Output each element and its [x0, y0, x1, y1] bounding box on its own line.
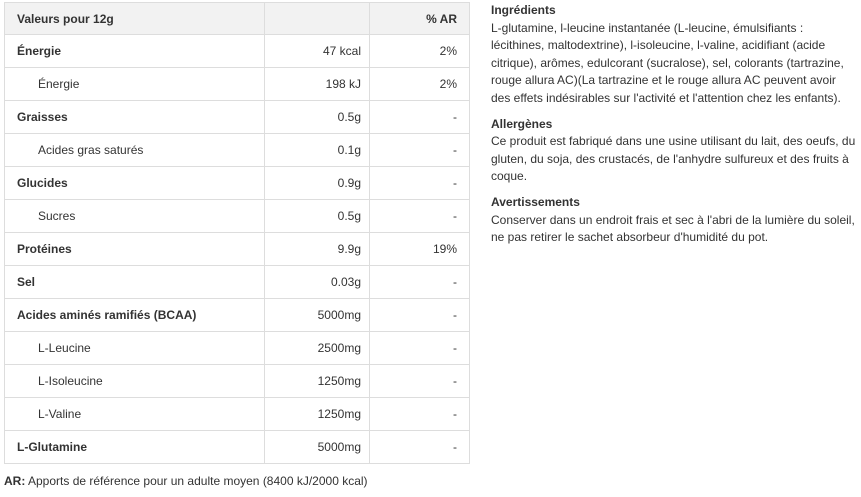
product-info-panel [491, 2, 857, 255]
table-header-row [5, 3, 470, 35]
nutrient-name: Glucides [5, 167, 265, 200]
nutrient-name: L-Leucine [5, 332, 265, 365]
nutrient-value: 2500mg [265, 332, 370, 365]
nutrient-ar: 2% [370, 68, 470, 101]
footnote-label: AR: [4, 474, 26, 488]
nutrient-ar: - [370, 299, 470, 332]
ingredients-text: L-glutamine, l-leucine instantanée (L-leucine, émulsifiants : lécithines, maltodextrine), l-isoleucine, l-valine, acidifiant (acide citrique), arômes, edulcorant (sucralose), sel, colorants (tartrazine, rouge allura AC)(La tartrazine et le rouge allura AC peuvent avoir des effets indésirables sur l'activité et l'attention chez les enfants). [491, 20, 844, 105]
warnings-text: Conserver dans un endroit frais et sec à l'abri de la lumière du soleil, ne pas retirer le sachet absorbeur d'humidité du pot. [491, 212, 855, 245]
nutrient-value: 5000mg [265, 431, 370, 464]
nutrient-name: Protéines [5, 233, 265, 266]
table-row [5, 167, 470, 200]
nutrient-ar: - [370, 365, 470, 398]
nutrient-value: 0.1g [265, 134, 370, 167]
warnings-section [491, 194, 857, 247]
table-row [5, 101, 470, 134]
table-row [5, 35, 470, 68]
table-row [5, 233, 470, 266]
nutrient-value: 0.03g [265, 266, 370, 299]
nutrient-value: 1250mg [265, 398, 370, 431]
nutrient-name: L-Valine [5, 398, 265, 431]
nutrient-value: 198 kJ [265, 68, 370, 101]
table-row [5, 365, 470, 398]
ar-footnote [4, 474, 368, 488]
header-ar: % AR [370, 3, 470, 35]
nutrient-name: Graisses [5, 101, 265, 134]
nutrient-ar: - [370, 101, 470, 134]
nutrient-ar: - [370, 134, 470, 167]
table-row [5, 134, 470, 167]
nutrient-ar: - [370, 332, 470, 365]
nutrient-ar: - [370, 398, 470, 431]
nutrient-ar: - [370, 266, 470, 299]
table-row [5, 431, 470, 464]
table-row [5, 68, 470, 101]
nutrient-value: 0.9g [265, 167, 370, 200]
nutrition-table [4, 2, 470, 464]
allergens-title: Allergènes [491, 116, 553, 131]
nutrient-name: Acides aminés ramifiés (BCAA) [5, 299, 265, 332]
nutrient-name: Énergie [5, 35, 265, 68]
nutrient-value: 9.9g [265, 233, 370, 266]
table-row [5, 332, 470, 365]
nutrient-ar: 2% [370, 35, 470, 68]
nutrient-ar: - [370, 167, 470, 200]
nutrient-value: 47 kcal [265, 35, 370, 68]
table-row [5, 200, 470, 233]
nutrient-name: Acides gras saturés [5, 134, 265, 167]
ingredients-section [491, 2, 857, 108]
nutrient-name: Sucres [5, 200, 265, 233]
nutrient-value: 0.5g [265, 200, 370, 233]
nutrient-value: 0.5g [265, 101, 370, 134]
nutrient-ar: - [370, 431, 470, 464]
nutrient-name: L-Isoleucine [5, 365, 265, 398]
table-row [5, 398, 470, 431]
header-value [265, 3, 370, 35]
nutrient-value: 5000mg [265, 299, 370, 332]
nutrient-ar: - [370, 200, 470, 233]
allergens-section [491, 116, 857, 186]
allergens-text: Ce produit est fabriqué dans une usine utilisant du lait, des oeufs, du gluten, du soja, des crustacés, de l'anhydre sulfureux et des fruits à coque. [491, 134, 856, 184]
warnings-title: Avertissements [491, 194, 580, 209]
nutrient-name: Sel [5, 266, 265, 299]
table-row [5, 266, 470, 299]
nutrition-table-body [5, 35, 470, 464]
nutrient-name: Énergie [5, 68, 265, 101]
header-serving: Valeurs pour 12g [5, 3, 265, 35]
nutrient-ar: 19% [370, 233, 470, 266]
footnote-text: Apports de référence pour un adulte moyen (8400 kJ/2000 kcal) [25, 474, 368, 488]
nutrient-name: L-Glutamine [5, 431, 265, 464]
table-row [5, 299, 470, 332]
ingredients-title: Ingrédients [491, 3, 556, 17]
nutrient-value: 1250mg [265, 365, 370, 398]
